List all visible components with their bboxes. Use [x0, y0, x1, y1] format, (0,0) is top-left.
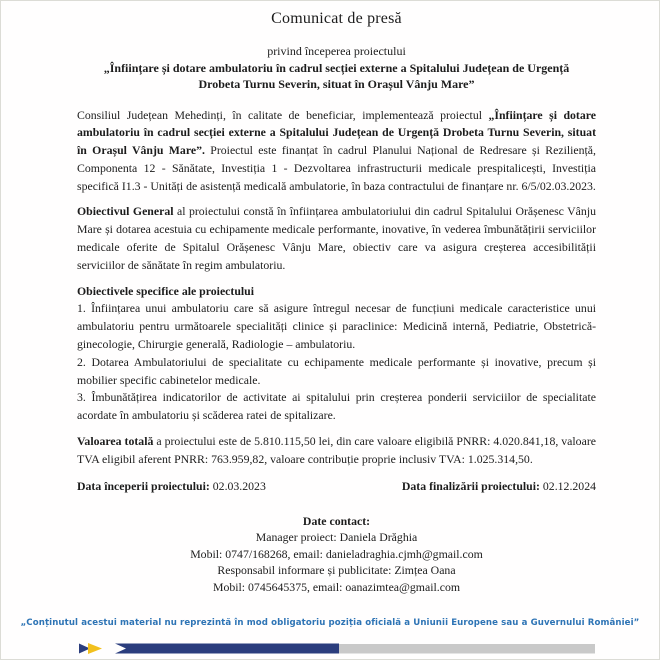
subtitle: privind începerea proiectului	[267, 44, 406, 58]
project-dates-row	[77, 479, 596, 494]
start-date-label: Data începerii proiectului:	[77, 478, 210, 493]
document-content	[77, 1, 596, 596]
pnrr-banner-bar	[79, 643, 595, 654]
banner-bar-graphic	[79, 643, 595, 654]
start-date-value: 02.03.2023	[212, 478, 266, 493]
end-date-label: Data finalizării proiectului:	[401, 478, 540, 493]
end-date	[402, 479, 596, 494]
paragraph-intro	[77, 107, 596, 196]
yellow-arrow-icon	[88, 643, 102, 654]
paragraph-general-objective	[77, 203, 596, 274]
contact-section	[77, 513, 596, 596]
general-objective-label: Obiectivul General	[77, 204, 174, 219]
page-title: Comunicat de presă	[271, 10, 402, 27]
total-value-label: Valoarea totală	[77, 434, 154, 449]
banner-navy-segment	[115, 644, 339, 654]
specific-objectives-section	[77, 283, 596, 425]
end-date-value: 02.12.2024	[542, 478, 596, 493]
specific-objective-item-3: 3. Îmbunătățirea indicatorilor de activitate ai spitalului prin creșterea ponderii serviciilor de specialitate acordate în ambulatoriu și scăderea ratei de spitalizare.	[77, 390, 596, 423]
total-value-text: a proiectului este de 5.810.115,50 lei, din care valoare eligibilă PNRR: 4.020.841,18, valoare TVA eligibil aferent PNRR: 763.959,82, valoare contribuție proprie inclusiv TVA: 1.025.314,50.	[77, 434, 596, 466]
banner-gray-segment	[339, 644, 595, 654]
contact-manager-phone-email: Mobil: 0747/168268, email: danieladraghia.cjmh@gmail.com	[190, 546, 483, 561]
start-date	[77, 479, 266, 494]
specific-objective-item-1: 1. Înființarea unui ambulatoriu care să asigure întregul necesar de funcțiuni medicale caracteristice unui ambulatoriu pentru următoarele specialități clinice și paraclinice: Medicină internă, Pediatrie, Obstetrică-ginecologie, Chirurgie generală, Radiologie – ambulatoriu.	[77, 301, 596, 352]
eu-disclaimer: „Conținutul acestui material nu reprezintă în mod obligatoriu poziția oficială a Uniunii Europene sau a Guvernului României”	[20, 618, 640, 628]
general-objective-text: al proiectului constă în înființarea ambulatoriului din cadrul Spitalului Orășenesc Vânju Mare și dotarea acestuia cu echipamente medicale performante, inovative, în vederea îmbunătățirii serviciilor medicale oferite de Spitalul Orășenesc Vânju Mare, obiectiv care va asigura creșterea accesibilității serviciilor de sănătate în regim ambulatoriu.	[77, 204, 596, 272]
project-title-line-1: „Înființare și dotare ambulatoriu în cadrul secției externe a Spitalului Județean de Urgență	[103, 60, 570, 75]
paragraph-total-value	[77, 433, 596, 469]
contact-heading: Date contact:	[302, 513, 371, 528]
project-heading-block	[77, 43, 596, 93]
intro-project-name: „Înființare și dotare ambulatoriu în cadrul secției externe a Spitalului Județean de Urgență Drobeta Turnu Severin, situat în Orașul Vânju Mare”.	[77, 107, 596, 158]
contact-publicity-phone-email: Mobil: 0745645375, email: oanazimtea@gmail.com	[212, 580, 461, 595]
specific-objectives-heading: Obiectivele specifice ale proiectului	[77, 283, 255, 298]
contact-publicity-officer: Responsabil informare și publicitate: Zimțea Oana	[217, 563, 456, 578]
intro-text-post: Proiectul este finanțat în cadrul Planului Național de Redresare și Reziliență, Componenta 12 - Sănătate, Investiția 1 - Dezvoltarea infrastructurii medicale prespitalicești, Investiția specifică I1.3 - Unități de asistență medicală ambulatorie, în baza contractului de finanțare nr. 6/5/02.03.2023.	[77, 143, 596, 193]
contact-manager: Manager proiect: Daniela Drăghia	[255, 530, 418, 545]
project-title-line-2: Drobeta Turnu Severin, situat în Orașul Vânju Mare”	[198, 77, 475, 91]
intro-text-pre: Consiliul Județean Mehedinți, în calitate de beneficiar, implementează proiectul	[77, 107, 489, 122]
specific-objective-item-2: 2. Dotarea Ambulatoriului de specialitate cu echipamente medicale performante și inovative, precum și mobilier specific cabinetelor medicale.	[77, 354, 596, 387]
